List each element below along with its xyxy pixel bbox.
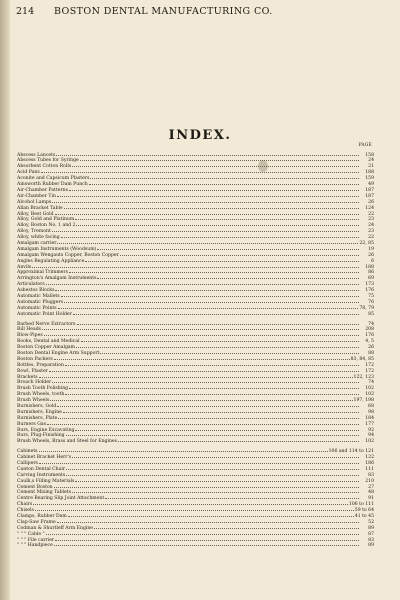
entry-page-ref: 27 xyxy=(368,484,374,489)
entry-page-ref: 83 xyxy=(368,472,374,478)
dot-leader xyxy=(75,216,359,221)
entry-term: Brush Wheels, Brass and Steel for Engines xyxy=(17,439,117,444)
dot-leader xyxy=(39,448,328,453)
dot-leader xyxy=(75,477,359,482)
dot-leader xyxy=(46,530,359,535)
dot-leader xyxy=(32,263,359,268)
entry-term: Brush Tooth Polishing xyxy=(17,386,69,391)
dot-leader xyxy=(33,501,348,506)
dot-leader xyxy=(73,310,359,315)
entry-page-ref: 23 xyxy=(368,217,374,222)
dot-leader xyxy=(52,228,359,233)
dot-leader xyxy=(61,233,359,238)
entry-page-ref: 74 xyxy=(368,380,374,385)
entry-term: Cement Mixing Tablets xyxy=(17,490,71,495)
entry-term: Clamps, Rubber Dam xyxy=(17,514,67,519)
dot-leader xyxy=(52,379,359,384)
entry-page-ref: 83 xyxy=(368,537,374,542)
dot-leader xyxy=(54,355,350,360)
dot-leader xyxy=(57,192,359,197)
entry-page-ref: 75 xyxy=(368,293,374,299)
dot-leader xyxy=(72,163,359,168)
entry-term: Arrington's Amalgam Instruments xyxy=(17,276,97,281)
entry-term: Brush Wheels xyxy=(17,398,50,403)
entry-term: Alloy, Gold and Platinum xyxy=(17,217,75,222)
page-spine-shadow xyxy=(0,0,10,600)
entry-term: Aconite and Capsicum Plasters xyxy=(17,176,90,181)
entry-page-ref: 22 xyxy=(368,211,374,216)
entry-term: " " " Handpiece xyxy=(17,543,53,548)
dot-leader xyxy=(39,459,359,464)
entry-page-ref: 76 xyxy=(368,299,374,305)
dot-leader xyxy=(54,542,359,547)
dot-leader xyxy=(64,204,359,209)
entry-page-ref: 122 xyxy=(365,455,374,460)
entry-page-ref: 92 xyxy=(368,427,374,432)
entry-term: Amalgam carrier xyxy=(17,240,57,246)
entry-term: Cabinets xyxy=(17,449,38,454)
dot-leader xyxy=(42,326,359,331)
entry-page-ref: 91 xyxy=(368,496,374,501)
entry-term: Angles Regulating Appliance xyxy=(17,258,85,263)
index-entry xyxy=(17,542,374,548)
index-entries xyxy=(17,151,374,548)
entry-term: Alloy, Best Gold xyxy=(17,211,54,216)
entry-term: Carving Instruments xyxy=(17,472,66,478)
entry-term: Books, Dental and Medical xyxy=(17,339,80,344)
entry-page-ref: 177 xyxy=(365,421,374,426)
entry-page-ref: 83, 84, 85 xyxy=(350,356,374,362)
dot-leader xyxy=(57,239,358,244)
entry-term: Anvils xyxy=(17,264,32,269)
entry-term: Burnishers, Plate xyxy=(17,415,58,421)
entry-term: Broach Holder xyxy=(17,380,52,385)
entry-page-ref: 24 xyxy=(368,158,374,163)
entry-page-ref: 98 xyxy=(368,409,374,415)
entry-page-ref: 173 xyxy=(365,282,374,287)
entry-page-ref: 24 xyxy=(368,223,374,228)
entry-term: Allan Bracket Table xyxy=(17,205,63,210)
entry-term: Boston Copper Amalgam xyxy=(17,345,75,350)
entry-page-ref: 89 xyxy=(368,525,374,531)
entry-term: " " " Cable " xyxy=(17,531,45,536)
entry-term: Burners Gas xyxy=(17,421,46,426)
dot-leader xyxy=(76,344,359,349)
entry-page-ref: 187 xyxy=(365,187,374,193)
entry-term: Alcohol Lamps xyxy=(17,199,52,205)
dot-leader xyxy=(69,269,359,274)
entry-page-ref: 21 xyxy=(368,164,374,169)
entry-term: Bottles, Preparation xyxy=(17,362,64,368)
dot-leader xyxy=(120,251,359,256)
dot-leader xyxy=(50,397,352,402)
dot-leader xyxy=(65,361,359,366)
entry-page-ref: 4, 5 xyxy=(365,339,374,344)
entry-page-ref: 172 xyxy=(365,368,374,373)
dot-leader xyxy=(69,186,359,191)
entry-term: Caulk,s Filling Materials xyxy=(17,478,75,483)
entry-page-ref: 89 xyxy=(368,543,374,548)
entry-page-ref: 88 xyxy=(368,350,374,356)
entry-term: Burnishers, Gold xyxy=(17,404,57,409)
entry-page-ref: 48 xyxy=(368,490,374,495)
entry-term: Abscess Lancets xyxy=(17,152,56,157)
dot-leader xyxy=(66,465,359,470)
entry-term: Brush Wheels, tooth xyxy=(17,392,65,397)
entry-page-ref: 86 xyxy=(368,270,374,275)
dot-leader xyxy=(55,536,359,541)
dot-leader xyxy=(76,222,359,227)
entry-term: Alloy, Boston No. 1 and 2 xyxy=(17,223,76,228)
dot-leader xyxy=(90,175,359,180)
entry-term: Boston Packers xyxy=(17,356,53,362)
dot-leader xyxy=(55,286,359,291)
entry-page-ref: 184 xyxy=(365,415,374,421)
entry-term: Boston Dental Engine Arm Support xyxy=(17,350,100,356)
entry-term: Amalgam Wengauts Copper, Boston Copper xyxy=(17,252,119,258)
dot-leader xyxy=(57,402,359,407)
entry-page-ref: 102 xyxy=(365,392,374,397)
entry-page-ref: 41 to 45 xyxy=(354,514,374,519)
dot-leader xyxy=(56,151,359,156)
dot-leader xyxy=(75,426,359,431)
entry-term: Automatic Point Holder xyxy=(17,311,72,316)
dot-leader xyxy=(58,304,359,309)
entry-term: Burs, Plug-Finishing xyxy=(17,433,65,438)
entry-page-ref: 22, 85 xyxy=(359,240,374,246)
entry-page-ref: 106 to 111 xyxy=(348,502,374,507)
entry-page-ref: 172 xyxy=(365,362,374,368)
entry-page-ref: 6 xyxy=(371,258,374,263)
dot-leader xyxy=(52,198,359,203)
entry-page-ref: 22 xyxy=(368,235,374,240)
entry-term: Bill Heads xyxy=(17,327,42,332)
entry-term: Cabinet Bracket Herr's xyxy=(17,455,72,460)
entry-term: Barbed Nerve Extractors xyxy=(17,321,76,326)
entry-page-ref: 74 xyxy=(368,321,374,326)
entry-term: Callipers xyxy=(17,461,38,466)
entry-page-ref: 26 xyxy=(368,199,374,205)
dot-leader xyxy=(47,420,359,425)
entry-page-ref: 94 xyxy=(368,433,374,438)
entry-page-ref: 102 xyxy=(365,386,374,391)
entry-term: Ainsworth Rubber Dam Punch xyxy=(17,182,88,187)
dot-leader xyxy=(64,298,359,303)
dot-leader xyxy=(77,320,359,325)
entry-term: Articulators xyxy=(17,282,45,287)
entry-term: Centre Bearing Slip Joint Attachment xyxy=(17,496,105,501)
entry-page-ref: 122, 123 xyxy=(353,374,374,379)
entry-page-ref: 68 xyxy=(368,404,374,409)
dot-leader xyxy=(85,257,359,262)
entry-term: Asbestos Blocks xyxy=(17,288,55,293)
entry-page-ref: 26 xyxy=(368,252,374,258)
dot-leader xyxy=(49,367,359,372)
entry-page-ref: 158 xyxy=(365,152,374,157)
entry-page-ref: 159 xyxy=(365,176,374,181)
dot-leader xyxy=(66,432,359,437)
dot-leader xyxy=(65,391,359,396)
entry-term: Alloy, Tremont xyxy=(17,229,51,234)
entry-term: Abscess Tubes for Syringe xyxy=(17,158,79,163)
dot-leader xyxy=(81,338,359,343)
entry-page-ref: 188 xyxy=(365,264,374,269)
dot-leader xyxy=(89,180,359,185)
entry-page-ref: 102 xyxy=(365,439,374,444)
dot-leader xyxy=(105,495,359,500)
dot-leader xyxy=(57,518,359,523)
entry-page-ref: 85 xyxy=(368,311,374,316)
entry-page-ref: 210 xyxy=(365,478,374,483)
dot-leader xyxy=(54,483,359,488)
entry-page-ref: 187 xyxy=(365,193,374,199)
entry-page-ref: 176 xyxy=(365,333,374,338)
entry-term: Canton Dental Chair xyxy=(17,466,65,472)
entry-term: Chisels xyxy=(17,508,34,513)
entry-page-ref: 59 to 64 xyxy=(354,508,374,513)
dot-leader xyxy=(94,524,359,529)
entry-page-ref: 69 xyxy=(368,276,374,281)
entry-term: " " " File carrier xyxy=(17,537,55,542)
entry-term: Chairs xyxy=(17,502,33,507)
dot-leader xyxy=(118,438,359,443)
dot-leader xyxy=(44,332,359,337)
entry-page-ref: 26 xyxy=(368,345,374,350)
page-column-label: PAGE xyxy=(358,143,372,148)
entry-page-ref: 49 xyxy=(368,182,374,187)
entry-term: Brackets xyxy=(17,374,38,379)
entry-page-ref: 176 xyxy=(365,288,374,293)
entry-page-ref: 23 xyxy=(368,229,374,234)
entry-term: Approximal Trimmers xyxy=(17,270,68,275)
dot-leader xyxy=(72,489,359,494)
entry-term: Burs, Engine Excavating xyxy=(17,427,75,432)
dot-leader xyxy=(97,275,359,280)
page-number: 214 xyxy=(16,6,35,17)
entry-term: Acid Pans xyxy=(17,170,40,175)
entry-page-ref: 106 and 114 to 121 xyxy=(328,449,374,454)
entry-term: Amalgam Instruments (Woodsum) xyxy=(17,246,97,252)
dot-leader xyxy=(61,292,359,297)
dot-leader xyxy=(41,169,359,174)
dot-leader xyxy=(72,454,359,459)
entry-term: Bowl, Plaster xyxy=(17,368,48,373)
entry-term: Air-Chamber Patterns xyxy=(17,187,68,193)
entry-term: Automatic Pluggers xyxy=(17,299,64,305)
running-head xyxy=(16,6,386,22)
entry-term: Burnishers, Engine xyxy=(17,409,62,415)
dot-leader xyxy=(80,157,359,162)
dot-leader xyxy=(66,471,359,476)
entry-page-ref: 111 xyxy=(365,466,374,472)
entry-page-ref: 208 xyxy=(365,327,374,332)
entry-page-ref: 87 xyxy=(368,531,374,536)
dot-leader xyxy=(97,245,359,250)
entry-page-ref: 78, 79 xyxy=(359,305,374,311)
dot-leader xyxy=(100,349,359,354)
entry-page-ref: 188 xyxy=(365,170,374,175)
entry-term: Cement Boston xyxy=(17,484,53,489)
dot-leader xyxy=(35,507,354,512)
entry-term: Air-Chamber Tin xyxy=(17,193,56,199)
entry-page-ref: 52 xyxy=(368,519,374,525)
dot-leader xyxy=(58,414,359,419)
dot-leader xyxy=(39,373,353,378)
entry-page-ref: 124 xyxy=(365,205,374,210)
entry-term: Codman & Shurtleff Arm Engine xyxy=(17,525,94,531)
running-title: BOSTON DENTAL MANUFACTURING CO. xyxy=(54,6,273,17)
dot-leader xyxy=(46,281,359,286)
entry-term: Clap-Saw Frame xyxy=(17,519,56,525)
dot-leader xyxy=(69,385,359,390)
entry-term: Automatic Mallets xyxy=(17,293,60,299)
dot-leader xyxy=(63,408,359,413)
dot-leader xyxy=(68,512,354,517)
entry-term: Blow-Pipes xyxy=(17,333,43,338)
entry-term: Alloy, white facing xyxy=(17,235,60,240)
dot-leader xyxy=(55,210,359,215)
entry-term: Automatic Points xyxy=(17,305,57,311)
entry-term: Absorbent Cotton Rolls xyxy=(17,164,72,169)
index-title: INDEX. xyxy=(168,128,232,143)
entry-page-ref: 197, 198 xyxy=(353,398,374,403)
entry-page-ref: 19 xyxy=(368,246,374,252)
entry-page-ref: 186 xyxy=(365,461,374,466)
